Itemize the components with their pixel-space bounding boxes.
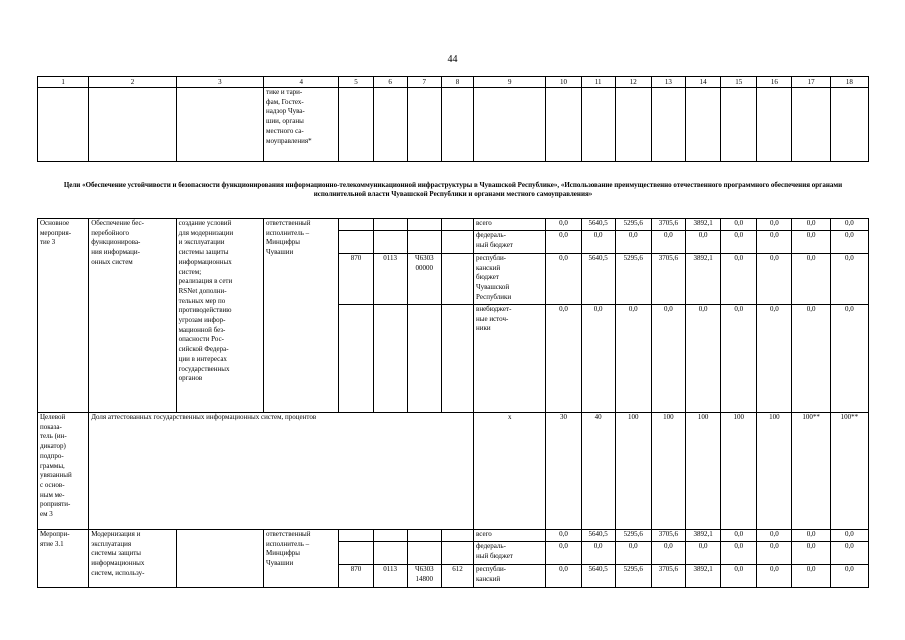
m3-value: 0,0 <box>546 305 581 413</box>
m3-value: 0,0 <box>792 219 830 231</box>
m3-source-0: всего <box>474 219 546 231</box>
m31-grbs: 870 <box>339 565 373 588</box>
m31-value: 3892,1 <box>686 565 721 588</box>
m3-source-3: внебюджет- ные источ- ники <box>474 305 546 413</box>
m3-value: 0,0 <box>686 305 721 413</box>
m3-value: 0,0 <box>615 305 651 413</box>
m3-value: 0,0 <box>757 219 792 231</box>
column-number: 12 <box>615 77 651 88</box>
m31-value: 0,0 <box>757 565 792 588</box>
m3-value: 0,0 <box>757 231 792 254</box>
column-number: 11 <box>581 77 615 88</box>
program-table <box>37 76 869 588</box>
m31-value: 3892,1 <box>686 530 721 542</box>
m3-value: 3705,6 <box>651 254 685 305</box>
indicator-row <box>38 413 869 530</box>
m3-source-2: республи- канский бюджет Чувашской Республики <box>474 254 546 305</box>
m31-value: 3705,6 <box>651 565 685 588</box>
m31-value: 0,0 <box>721 530 757 542</box>
m3-value: 0,0 <box>757 254 792 305</box>
indicator-text: Доля аттестованных государственных информационных систем, процентов <box>89 413 474 530</box>
page-number: 44 <box>447 54 458 65</box>
m31-rzpr: 0113 <box>373 565 407 588</box>
column-number: 6 <box>373 77 407 88</box>
column-number: 1 <box>38 77 89 88</box>
m3-row-total <box>38 219 869 231</box>
column-number: 3 <box>176 77 263 88</box>
column-number: 13 <box>651 77 685 88</box>
indicator-value: 30 <box>546 413 581 530</box>
m31-value: 0,0 <box>830 530 868 542</box>
m31-value: 0,0 <box>615 542 651 565</box>
m31-name: Модернизация и эксплуатация системы защиты информационных систем, использу- <box>89 530 176 588</box>
m31-source-2: республи- канский <box>474 565 546 588</box>
m31-value: 0,0 <box>830 542 868 565</box>
m3-value: 3892,1 <box>686 219 721 231</box>
m3-value: 0,0 <box>830 231 868 254</box>
m3-grbs: 870 <box>339 254 373 305</box>
m3-value: 5640,5 <box>581 219 615 231</box>
m31-source-1: федераль- ный бюджет <box>474 542 546 565</box>
m31-value: 0,0 <box>546 542 581 565</box>
column-number: 4 <box>264 77 339 88</box>
m3-value: 0,0 <box>830 219 868 231</box>
m3-value: 0,0 <box>830 305 868 413</box>
m3-value: 0,0 <box>792 231 830 254</box>
indicator-label: Целевой показа- тель (ин- дикатор) подпро- граммы, увязанный с основ- ным ме- роприяти- ем 3 <box>38 413 89 530</box>
m31-value: 0,0 <box>581 542 615 565</box>
m31-value: 0,0 <box>546 565 581 588</box>
indicator-unit: х <box>474 413 546 530</box>
m31-csr: Ч6303 14800 <box>407 565 441 588</box>
indicator-value: 100 <box>757 413 792 530</box>
column-number: 7 <box>407 77 441 88</box>
column-number: 16 <box>757 77 792 88</box>
indicator-value: 100 <box>615 413 651 530</box>
m3-value: 0,0 <box>721 305 757 413</box>
m31-description <box>176 530 263 588</box>
indicator-value: 100 <box>721 413 757 530</box>
m3-label: Основное мероприя- тие 3 <box>38 219 89 413</box>
m31-value: 0,0 <box>792 530 830 542</box>
m31-value: 0,0 <box>830 565 868 588</box>
continuation-executors: тике и тари- фам, Гостех- надзор Чува- шии, органы местного са- моуправления* <box>264 88 339 162</box>
m3-value: 5295,6 <box>615 219 651 231</box>
m31-value: 3705,6 <box>651 530 685 542</box>
column-number: 5 <box>339 77 373 88</box>
continuation-row <box>38 88 869 162</box>
m3-value: 0,0 <box>721 254 757 305</box>
column-number-row <box>38 77 869 88</box>
m3-value: 0,0 <box>581 305 615 413</box>
m31-vr: 612 <box>441 565 473 588</box>
indicator-value: 40 <box>581 413 615 530</box>
column-number: 9 <box>474 77 546 88</box>
m3-value: 0,0 <box>792 254 830 305</box>
m3-value: 0,0 <box>546 219 581 231</box>
m3-value: 0,0 <box>546 231 581 254</box>
m3-rzpr: 0113 <box>373 254 407 305</box>
m31-value: 0,0 <box>686 542 721 565</box>
m3-value: 0,0 <box>792 305 830 413</box>
m3-name: Обеспечение бес- перебойного функционирова- ния информаци- онных систем <box>89 219 176 413</box>
column-number: 14 <box>686 77 721 88</box>
m3-executor: ответственный исполнитель – Минцифры Чувашии <box>264 219 339 413</box>
goal-row <box>38 162 869 219</box>
column-number: 2 <box>89 77 176 88</box>
m31-value: 0,0 <box>721 565 757 588</box>
m3-value: 0,0 <box>615 231 651 254</box>
m3-value: 0,0 <box>651 231 685 254</box>
m3-description: создание условий для модернизации и эксплуатации системы защиты информационных систем; реализация в сети RSNet дополни- тельных мер по противодействию угрозам инфор- мационной без- опасности Рос- сийской Федера- ции в интересах государственных органов <box>176 219 263 413</box>
column-number: 8 <box>441 77 473 88</box>
m3-value: 0,0 <box>581 231 615 254</box>
m3-csr: Ч6303 00000 <box>407 254 441 305</box>
m3-source-1: федераль- ный бюджет <box>474 231 546 254</box>
m3-value: 0,0 <box>757 305 792 413</box>
m3-vr <box>441 254 473 305</box>
m3-value: 0,0 <box>651 305 685 413</box>
m31-row-total <box>38 530 869 542</box>
m3-value: 3892,1 <box>686 254 721 305</box>
m31-value: 5640,5 <box>581 530 615 542</box>
column-number: 15 <box>721 77 757 88</box>
m31-value: 0,0 <box>792 542 830 565</box>
m3-value: 0,0 <box>830 254 868 305</box>
m31-value: 0,0 <box>792 565 830 588</box>
m31-value: 0,0 <box>757 542 792 565</box>
m3-value: 0,0 <box>721 219 757 231</box>
m3-value: 0,0 <box>686 231 721 254</box>
m31-value: 0,0 <box>546 530 581 542</box>
column-number: 18 <box>830 77 868 88</box>
m31-value: 5295,6 <box>615 565 651 588</box>
m3-value: 0,0 <box>546 254 581 305</box>
m3-value: 0,0 <box>721 231 757 254</box>
m31-label: Меропри- ятие 3.1 <box>38 530 89 588</box>
m3-value: 5640,5 <box>581 254 615 305</box>
m3-value: 3705,6 <box>651 219 685 231</box>
indicator-value: 100 <box>651 413 685 530</box>
indicator-value: 100** <box>830 413 868 530</box>
m31-value: 5295,6 <box>615 530 651 542</box>
m31-value: 0,0 <box>651 542 685 565</box>
indicator-value: 100** <box>792 413 830 530</box>
m3-value: 5295,6 <box>615 254 651 305</box>
m31-value: 5640,5 <box>581 565 615 588</box>
column-number: 10 <box>546 77 581 88</box>
m31-executor: ответственный исполнитель – Минцифры Чувашии <box>264 530 339 588</box>
indicator-value: 100 <box>686 413 721 530</box>
m31-source-0: всего <box>474 530 546 542</box>
m31-value: 0,0 <box>757 530 792 542</box>
m31-value: 0,0 <box>721 542 757 565</box>
goal-text: Цели «Обеспечение устойчивости и безопасности функционирования информационно-телекоммуникационной инфраструктуры в Чувашской Республике», «Использование преимущественно отечественного программного обеспечения органами исполнительной власти Чувашской Республики и органами местного самоуправления» <box>38 162 869 219</box>
column-number: 17 <box>792 77 830 88</box>
